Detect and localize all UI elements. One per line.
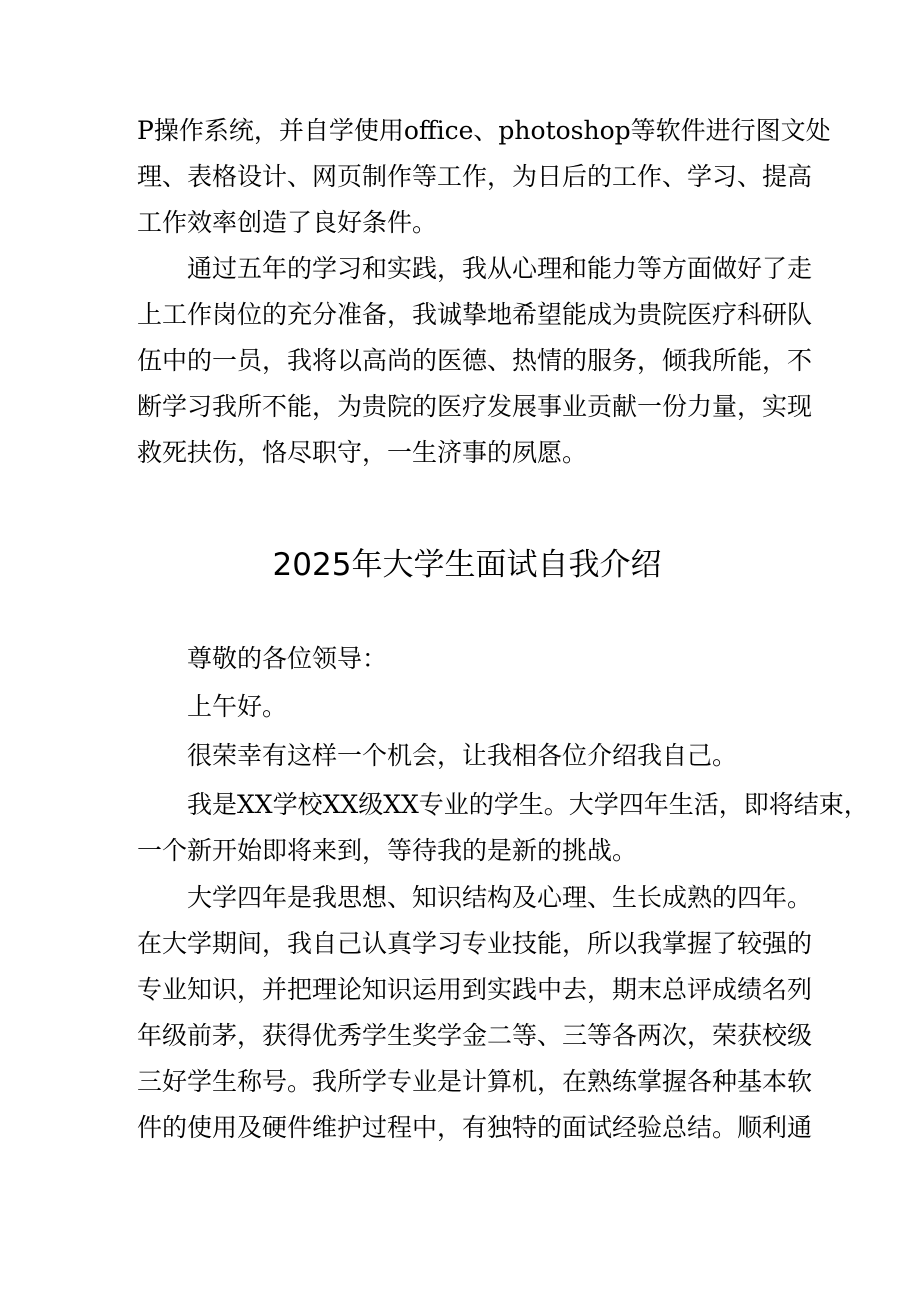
salutation (137, 636, 797, 682)
continuation-paragraph (137, 108, 831, 246)
text-line: 很荣幸有这样一个机会，让我相各位介绍我自己。 (187, 741, 738, 770)
document-title: 2025年大学生面试自我介绍 (272, 547, 662, 583)
text-line: 专业知识，并把理论知识运用到实践中去，期末总评成绩名列 (137, 975, 813, 1004)
text-line: 上工作岗位的充分准备，我诚挚地希望能成为贵院医疗科研队 (137, 300, 813, 329)
greeting (137, 684, 797, 730)
text-line: 大学四年是我思想、知识结构及心理、生长成熟的四年。 (187, 883, 813, 912)
study-paragraph (137, 875, 813, 1151)
text-line: 尊敬的各位领导： (187, 644, 388, 673)
intro-line (137, 733, 797, 779)
text-line: 在大学期间，我自己认真学习专业技能，所以我掌握了较强的 (137, 929, 813, 958)
text-line: 一个新开始即将来到，等待我的是新的挑战。 (137, 836, 638, 865)
text-line: 救死扶伤，恪尽职守，一生济事的夙愿。 (137, 438, 588, 467)
text-line: 我是XX学校XX级XX专业的学生。大学四年生活，即将结束， (187, 790, 869, 819)
text-line: 三好学生称号。我所学专业是计算机，在熟练掌握各种基本软 (137, 1067, 813, 1096)
text-line: 伍中的一员，我将以高尚的医德、热情的服务，倾我所能，不 (137, 346, 813, 375)
text-line: 理、表格设计、网页制作等工作，为日后的工作、学习、提高 (137, 162, 813, 191)
self-paragraph (137, 782, 869, 874)
text-line: 件的使用及硬件维护过程中，有独特的面试经验总结。顺利通 (137, 1113, 813, 1142)
text-line: 上午好。 (187, 692, 288, 721)
closing-paragraph (137, 246, 813, 476)
text-line: 年级前茅，获得优秀学生奖学金二等、三等各两次，荣获校级 (137, 1021, 813, 1050)
text-line: 通过五年的学习和实践，我从心理和能力等方面做好了走 (187, 254, 813, 283)
text-line: P操作系统，并自学使用office、photoshop等软件进行图文处 (137, 116, 831, 145)
text-line: 工作效率创造了良好条件。 (137, 208, 438, 237)
text-line: 断学习我所不能，为贵院的医疗发展事业贡献一份力量，实现 (137, 392, 813, 421)
